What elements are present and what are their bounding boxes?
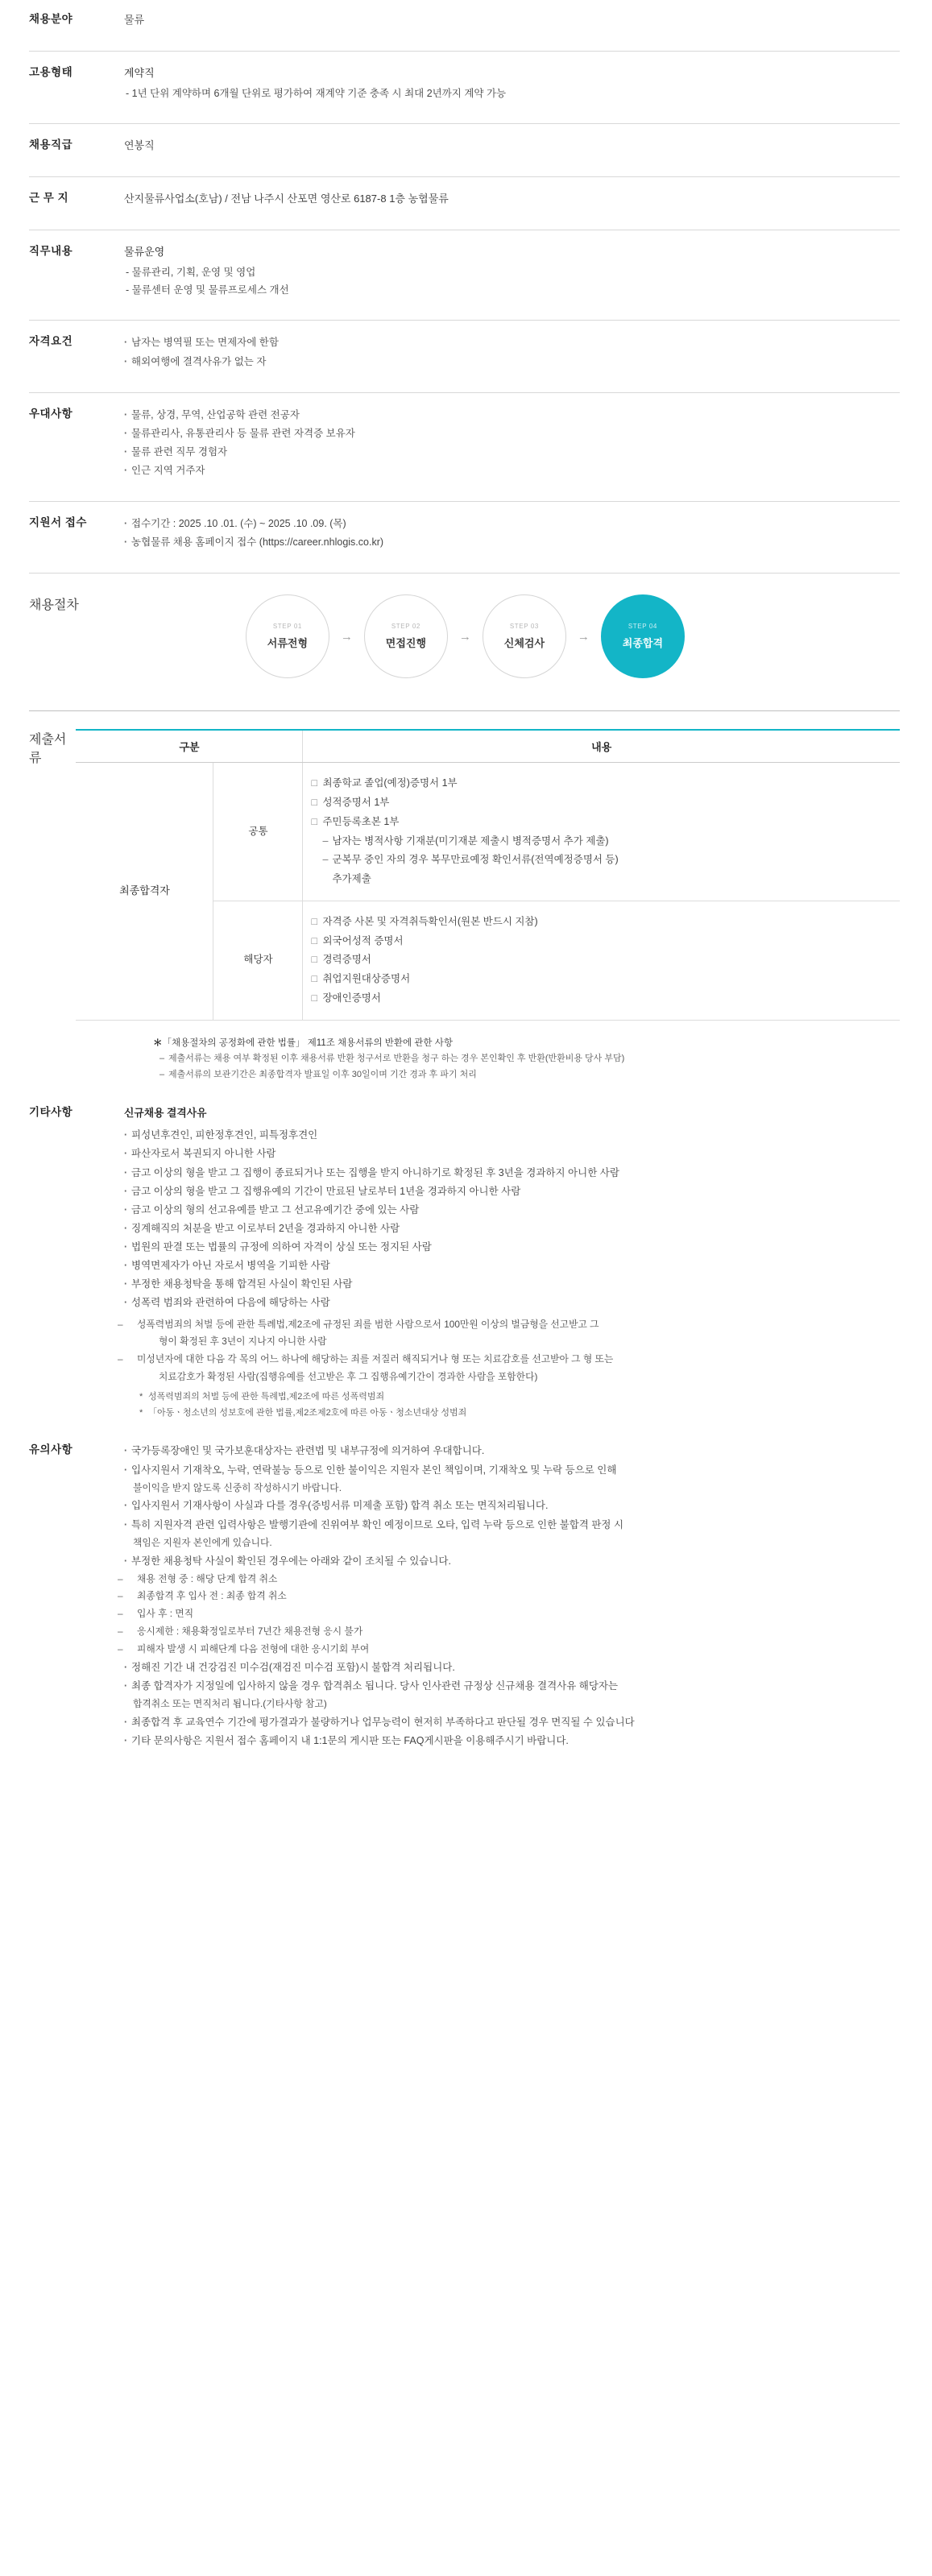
caution-sub-item: – 최종합격 후 입사 전 : 최종 합격 취소 — [137, 1588, 900, 1605]
field-row-employment-type — [0, 64, 932, 103]
preferred-item: · 물류관리사, 유통관리사 등 물류 관련 자격증 보유자 — [124, 425, 900, 443]
etc-item: · 금고 이상의 형을 받고 그 집행유예의 기간이 만료된 날로부터 1년을 경과하지 아니한 사람 — [124, 1182, 900, 1201]
caution-item-cont: 불이익을 받지 않도록 신중히 작성하시기 바랍니다. — [133, 1481, 342, 1493]
documents-note-main-text: 「채용절차의 공정화에 관한 법률」 제11조 채용서류의 반환에 관한 사항 — [162, 1037, 453, 1048]
etc-value — [124, 1104, 900, 1421]
application-item: · 농협물류 채용 홈페이지 접수 (https://career.nhlogis.co.kr) — [124, 533, 900, 552]
caution-value — [124, 1442, 900, 1750]
step-number: STEP 03 — [509, 623, 539, 631]
doc-subcategory: 해당자 — [213, 901, 303, 1020]
doc-item: □ 장애인증명서 — [311, 989, 892, 1008]
documents-table — [76, 729, 900, 1020]
field-row-documents — [0, 729, 932, 1020]
doc-item: □ 취업지원대상증명서 — [311, 970, 892, 989]
process-step-3 — [483, 594, 566, 678]
field-row-job-description — [0, 243, 932, 300]
field-value — [124, 333, 900, 371]
etc-item: · 병역면제자가 아닌 자로서 병역을 기피한 사람 — [124, 1257, 900, 1275]
divider — [29, 176, 900, 177]
requirement-item: · 남자는 병역필 또는 면제자에 한함 — [124, 333, 900, 352]
preferred-item: · 물류 관련 직무 경험자 — [124, 443, 900, 462]
doc-item: □ 외국어성적 증명서 — [311, 932, 892, 951]
etc-sub-block — [124, 1316, 900, 1386]
col-header-content: 내용 — [303, 730, 900, 763]
employment-type-head: 계약직 — [124, 66, 155, 79]
caution-sub-item: – 채용 전형 중 : 해당 단계 합격 취소 — [137, 1571, 900, 1588]
etc-item: · 성폭력 범죄와 관련하여 다음에 해당하는 사람 — [124, 1294, 900, 1312]
documents-notes — [0, 1027, 932, 1083]
etc-star-item: * 「아동ㆍ청소년의 성보호에 관한 법률,제2조제2호에 따른 아동ㆍ청소년대상 성범죄 — [137, 1406, 900, 1422]
field-row-rank — [0, 137, 932, 155]
doc-items — [303, 901, 900, 1020]
requirement-item: · 해외여행에 결격사유가 없는 자 — [124, 353, 900, 371]
caution-item-cont: 합격취소 또는 면직처리 됩니다.(기타사항 참고) — [133, 1697, 327, 1709]
divider — [29, 392, 900, 393]
field-row-preferred — [0, 406, 932, 481]
field-label: 채용분야 — [29, 13, 73, 25]
field-value — [124, 243, 900, 300]
doc-item: □ 성적증명서 1부 — [311, 793, 892, 813]
caution-item-cont: 책임은 지원자 본인에게 있습니다. — [133, 1536, 272, 1548]
preferred-item: · 인근 지역 거주자 — [124, 462, 900, 480]
field-value — [124, 515, 900, 552]
field-value: 연봉직 — [124, 139, 155, 152]
field-row-etc — [0, 1104, 932, 1421]
etc-sub-cont: 치료감호가 확정된 사람(집행유예를 선고받은 후 그 집행유예기간이 경과한 사람을 포함한다) — [159, 1370, 538, 1382]
job-description-line: - 물류센터 운영 및 물류프로세스 개선 — [126, 284, 289, 296]
col-header-division: 구분 — [76, 730, 303, 763]
doc-items — [303, 763, 900, 901]
etc-item: · 금고 이상의 형을 받고 그 집행이 종료되거나 또는 집행을 받지 아니하기로 확정된 후 3년을 경과하지 아니한 사람 — [124, 1164, 900, 1182]
application-item: · 접수기간 : 2025 .10 .01. (수) ~ 2025 .10 .09. (목) — [124, 515, 900, 533]
step-number: STEP 01 — [272, 623, 302, 631]
etc-title: 신규채용 결격사유 — [124, 1106, 207, 1119]
doc-item: □ 경력증명서 — [311, 950, 892, 970]
employment-type-sub: - 1년 단위 계약하며 6개월 단위로 평가하여 재계약 기준 충족 시 최대 2년까지 계약 가능 — [126, 87, 507, 99]
field-value: 물류 — [124, 14, 145, 26]
caution-item: · 특히 지원자격 관련 입력사항은 발행기관에 진위여부 확인 예정이므로 오타, 입력 누락 등으로 인한 불합격 판정 시 — [124, 1516, 900, 1534]
doc-item: □ 최종학교 졸업(예정)증명서 1부 — [311, 774, 892, 793]
caution-item: · 정해진 기간 내 건강검진 미수검(재검진 미수검 포함)시 불합격 처리됩니다. — [124, 1659, 900, 1677]
etc-sub-cont: 형이 확정된 후 3년이 지나지 아니한 사람 — [159, 1336, 327, 1348]
etc-sub-item: – 성폭력범죄의 처벌 등에 관한 특례법,제2조에 규정된 죄를 범한 사람으로서 100만원 이상의 벌금형을 선고받고 그 — [137, 1316, 900, 1334]
etc-item: · 파산자로서 복권되지 아니한 사람 — [124, 1145, 900, 1163]
doc-category: 최종합격자 — [76, 763, 213, 1020]
doc-item: – 군복무 중인 자의 경우 복무만료예정 확인서류(전역예정증명서 등) — [311, 851, 892, 870]
etc-sub-item: – 미성년자에 대한 다음 각 목의 어느 하나에 해당하는 죄를 저질러 해직되거나 형 또는 치료감호를 선고받아 그 형 또는 — [137, 1351, 900, 1369]
process-step-2 — [364, 594, 448, 678]
etc-item: · 법원의 판결 또는 법률의 규정에 의하여 자격이 상실 또는 정지된 사람 — [124, 1238, 900, 1257]
documents-note-sub: – 제출서류의 보관기간은 최종합격자 발표일 이후 30일이며 기간 경과 후 파기 처리 — [153, 1067, 900, 1083]
documents-note-sub: – 제출서류는 채용 여부 확정된 이후 채용서류 반환 청구서로 반환을 청구 하는 경우 본인확인 후 반환(반환비용 당사 부담) — [153, 1051, 900, 1067]
caution-item: · 기타 문의사항은 지원서 접수 홈페이지 내 1:1문의 게시판 또는 FAQ게시판을 이용해주시기 바랍니다. — [124, 1732, 900, 1750]
caution-item: · 입사지원서 기재사항이 사실과 다를 경우(증빙서류 미제출 포함) 합격 취소 또는 면직처리됩니다. — [124, 1497, 900, 1515]
field-label: 지원서 접수 — [29, 516, 87, 529]
field-label: 고용형태 — [29, 65, 73, 78]
caution-sub-item: – 응시제한 : 채용확정일로부터 7년간 채용전형 응시 불가 — [137, 1623, 900, 1641]
step-number: STEP 04 — [628, 623, 657, 631]
documents-label: 제출서류 — [29, 733, 67, 766]
arrow-icon: → — [340, 629, 353, 644]
doc-item: 추가제출 — [332, 873, 371, 885]
caution-item: · 부정한 채용청탁 사실이 확인된 경우에는 아래와 같이 조치될 수 있습니다. — [124, 1552, 900, 1571]
doc-item: □ 자격증 사본 및 자격취득확인서(원본 반드시 지참) — [311, 913, 892, 932]
field-row-caution — [0, 1442, 932, 1750]
field-value: 산지물류사업소(호남) / 전남 나주시 산포면 영산로 6187-8 1층 농협물류 — [124, 193, 449, 205]
step-number: STEP 02 — [391, 623, 420, 631]
field-row-workplace — [0, 190, 932, 209]
step-name: 서류전형 — [267, 637, 309, 650]
caution-label: 유의사항 — [29, 1443, 73, 1456]
caution-item: · 최종 합격자가 지정일에 입사하지 않을 경우 합격취소 됩니다. 당사 인사관련 규정상 신규채용 결격사유 해당자는 — [124, 1677, 900, 1696]
caution-item: · 입사지원서 기재착오, 누락, 연락불능 등으로 인한 불이익은 지원자 본인 책임이며, 기재착오 및 누락 등으로 인해 — [124, 1461, 900, 1480]
etc-item: · 피성년후견인, 피한정후견인, 피특정후견인 — [124, 1126, 900, 1145]
divider — [29, 51, 900, 52]
table-header-row — [76, 730, 900, 763]
arrow-icon: → — [458, 629, 471, 644]
step-name: 면접진행 — [385, 637, 427, 650]
field-label: 우대사항 — [29, 407, 73, 420]
divider — [29, 123, 900, 124]
etc-item: · 부정한 채용청탁을 통해 합격된 사실이 확인된 사람 — [124, 1275, 900, 1294]
etc-label: 기타사항 — [29, 1105, 73, 1118]
divider — [29, 320, 900, 321]
section-divider — [29, 710, 900, 711]
field-row-application — [0, 515, 932, 552]
doc-subcategory: 공통 — [213, 763, 303, 901]
job-description-line: - 물류관리, 기획, 운영 및 영업 — [126, 266, 256, 278]
preferred-item: · 물류, 상경, 무역, 산업공학 관련 전공자 — [124, 406, 900, 425]
field-row-requirements — [0, 333, 932, 371]
star-icon: ＊ — [153, 1037, 163, 1048]
caution-sub-item: – 입사 후 : 면직 — [137, 1605, 900, 1623]
step-name: 최종합격 — [622, 637, 664, 650]
field-row-recruit-area — [0, 11, 932, 30]
doc-item: – 남자는 병적사항 기재분(미기재분 제출시 병적증명서 추가 제출) — [311, 832, 892, 851]
process-label: 채용절차 — [29, 598, 79, 613]
field-value — [124, 406, 900, 481]
caution-item: · 국가등록장애인 및 국가보훈대상자는 관련법 및 내부규정에 의거하여 우대합니다. — [124, 1442, 900, 1460]
arrow-icon: → — [577, 629, 590, 644]
process-step-4 — [601, 594, 685, 678]
divider — [29, 573, 900, 574]
etc-star-block — [124, 1389, 900, 1422]
divider — [29, 501, 900, 502]
step-name: 신체검사 — [503, 637, 545, 650]
caution-item: · 최종합격 후 교육연수 기간에 평가결과가 불량하거나 업무능력이 현저히 부족하다고 판단될 경우 면직될 수 있습니다 — [124, 1713, 900, 1732]
table-row — [76, 763, 900, 901]
process-flow — [79, 594, 900, 678]
documents-note-main — [153, 1035, 900, 1052]
field-label: 자격요건 — [29, 335, 73, 348]
field-label: 근 무 지 — [29, 192, 69, 205]
etc-item: · 금고 이상의 형의 선고유예를 받고 그 선고유예기간 중에 있는 사람 — [124, 1201, 900, 1220]
field-value — [124, 64, 900, 103]
etc-star-item: * 성폭력범죄의 처벌 등에 관한 특례법,제2조에 따른 성폭력범죄 — [137, 1389, 900, 1406]
job-description-head: 물류운영 — [124, 245, 165, 258]
doc-item: □ 주민등록초본 1부 — [311, 813, 892, 832]
field-label: 직무내용 — [29, 244, 73, 257]
field-label: 채용직급 — [29, 139, 73, 151]
field-row-process — [0, 590, 932, 678]
etc-item: · 징계해직의 처분을 받고 이로부터 2년을 경과하지 아니한 사람 — [124, 1220, 900, 1238]
process-step-1 — [246, 594, 329, 678]
caution-sub-item: – 피해자 발생 시 피해단계 다음 전형에 대한 응시기회 부여 — [137, 1641, 900, 1659]
